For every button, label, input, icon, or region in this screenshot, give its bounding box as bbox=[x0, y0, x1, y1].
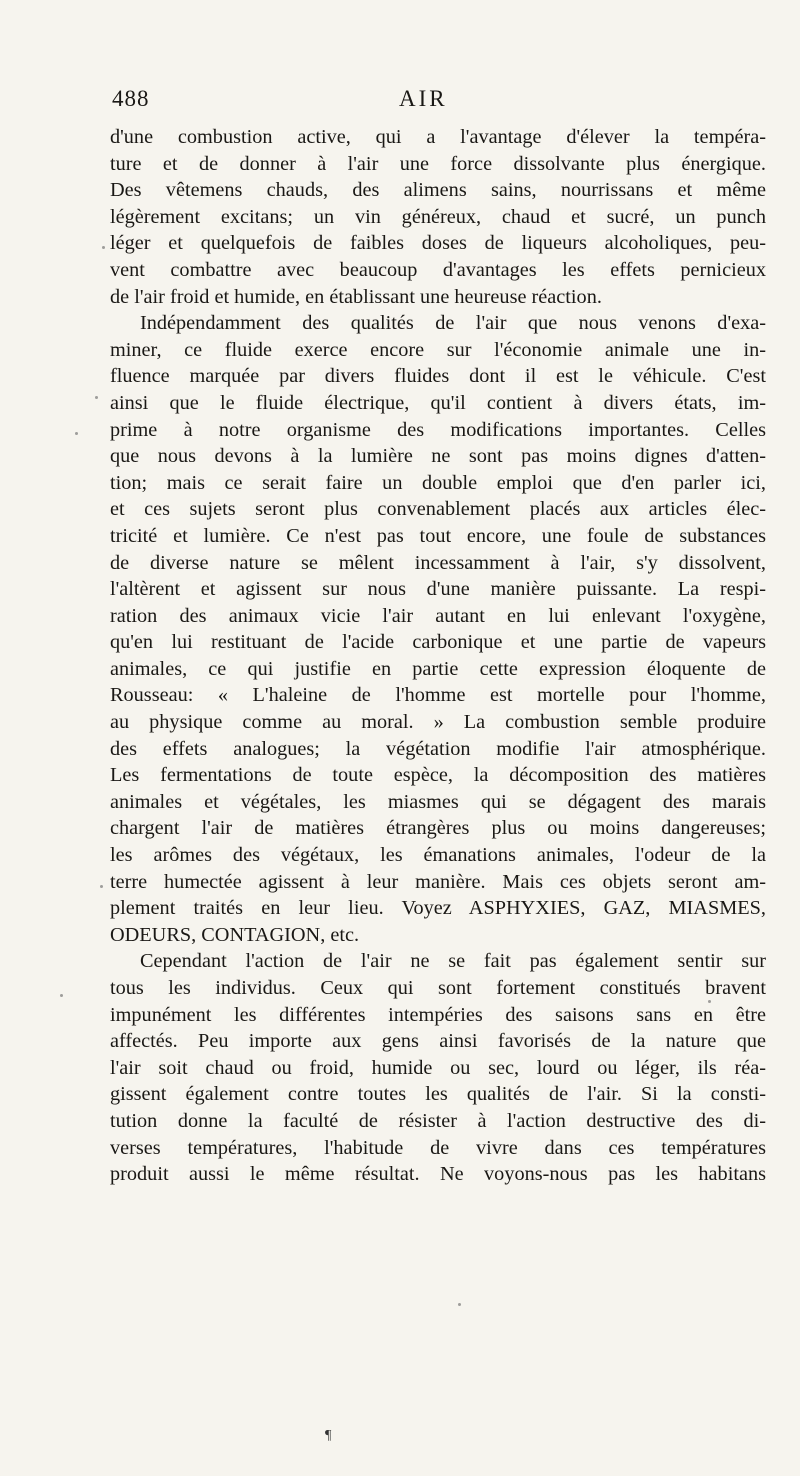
text-line: fluence marquée par divers fluides dont il est le véhicule. C'est bbox=[110, 365, 766, 388]
text-line: l'altèrent et agissent sur nous d'une manière puissante. La respi- bbox=[110, 578, 766, 601]
text-line: tous les individus. Ceux qui sont fortement constitués bravent bbox=[110, 977, 766, 999]
text-line: ODEURS, CONTAGION, etc. bbox=[110, 923, 360, 946]
text-line: animales et végétales, les miasmes qui se dégagent des marais bbox=[110, 790, 766, 813]
text-line: léger et quelquefois de faibles doses de liqueurs alcoholiques, peu- bbox=[110, 232, 766, 255]
text-line: animales, ce qui justifie en partie cette expression éloquente de bbox=[110, 657, 766, 680]
text-line: des effets analogues; la végétation modifie l'air atmosphérique. bbox=[110, 737, 766, 760]
scan-speck bbox=[458, 1303, 461, 1306]
text-line: gissent également contre toutes les qualités de l'air. Si la consti- bbox=[110, 1083, 766, 1106]
page-header bbox=[112, 86, 772, 120]
scan-speck bbox=[75, 432, 78, 435]
scan-speck bbox=[708, 1000, 711, 1003]
text-line: Les fermentations de toute espèce, la décomposition des matières bbox=[110, 764, 766, 787]
text-line: Cependant l'action de l'air ne se fait pas également sentir sur bbox=[140, 950, 766, 973]
text-line: impunément les différentes intempéries des saisons sans en être bbox=[110, 1003, 766, 1026]
text-line: légèrement excitans; un vin généreux, chaud et sucré, un punch bbox=[110, 205, 766, 228]
body-text bbox=[110, 124, 766, 1188]
scan-speck bbox=[100, 885, 103, 888]
text-line: ration des animaux vicie l'air autant en lui enlevant l'oxygène, bbox=[110, 604, 766, 627]
paragraph-1 bbox=[110, 124, 766, 310]
text-line: terre humectée agissent à leur manière. Mais ces objets seront am- bbox=[110, 870, 766, 893]
page-number: 488 bbox=[112, 86, 150, 111]
scan-speck bbox=[102, 246, 105, 249]
text-line: et ces sujets seront plus convenablement placés aux articles élec- bbox=[110, 498, 766, 521]
text-line: vent combattre avec beaucoup d'avantages les effets pernicieux bbox=[110, 258, 766, 281]
text-line: ainsi que le fluide électrique, qu'il contient à divers états, im- bbox=[110, 391, 766, 414]
text-line: Des vêtemens chauds, des alimens sains, nourrissans et même bbox=[110, 179, 766, 202]
text-line: miner, ce fluide exerce encore sur l'économie animale une in- bbox=[110, 338, 766, 361]
paragraph-3 bbox=[110, 948, 766, 1187]
running-head: AIR bbox=[399, 86, 448, 111]
text-line: les arômes des végétaux, les émanations animales, l'odeur de la bbox=[110, 844, 766, 867]
text-line: tution donne la faculté de résister à l'action destructive des di- bbox=[110, 1109, 766, 1132]
text-line: Rousseau: « L'haleine de l'homme est mortelle pour l'homme, bbox=[110, 684, 766, 707]
text-line: au physique comme au moral. » La combustion semble produire bbox=[110, 711, 766, 734]
text-line: plement traités en leur lieu. Voyez ASPHYXIES, GAZ, MIASMES, bbox=[110, 897, 766, 920]
text-line: ture et de donner à l'air une force dissolvante plus énergique. bbox=[110, 152, 766, 175]
text-line: de diverse nature se mêlent incessamment à l'air, s'y dissolvent, bbox=[110, 551, 766, 574]
text-line: tion; mais ce serait faire un double emploi que d'en parler ici, bbox=[110, 471, 766, 494]
bottom-mark: ¶ bbox=[325, 1428, 332, 1443]
paragraph-2 bbox=[110, 310, 766, 948]
text-line: affectés. Peu importe aux gens ainsi favorisés de la nature que bbox=[110, 1030, 766, 1053]
text-line: de l'air froid et humide, en établissant une heureuse réaction. bbox=[110, 285, 602, 308]
text-line: l'air soit chaud ou froid, humide ou sec, lourd ou léger, ils réa- bbox=[110, 1056, 766, 1079]
text-line: tricité et lumière. Ce n'est pas tout encore, une foule de substances bbox=[110, 524, 766, 547]
text-line: verses températures, l'habitude de vivre dans ces températures bbox=[110, 1136, 766, 1159]
scan-speck bbox=[95, 396, 98, 399]
text-line: Indépendamment des qualités de l'air que nous venons d'exa- bbox=[140, 312, 766, 335]
text-line: qu'en lui restituant de l'acide carbonique et une partie de vapeurs bbox=[110, 631, 766, 654]
text-line: que nous devons à la lumière ne sont pas moins dignes d'atten- bbox=[110, 445, 766, 468]
text-line: produit aussi le même résultat. Ne voyons-nous pas les habitans bbox=[110, 1163, 766, 1186]
text-line: d'une combustion active, qui a l'avantage d'élever la tempéra- bbox=[110, 126, 766, 148]
text-line: chargent l'air de matières étrangères plus ou moins dangereuses; bbox=[110, 817, 766, 840]
text-line: prime à notre organisme des modifications importantes. Celles bbox=[110, 418, 766, 441]
scan-speck bbox=[60, 994, 63, 997]
